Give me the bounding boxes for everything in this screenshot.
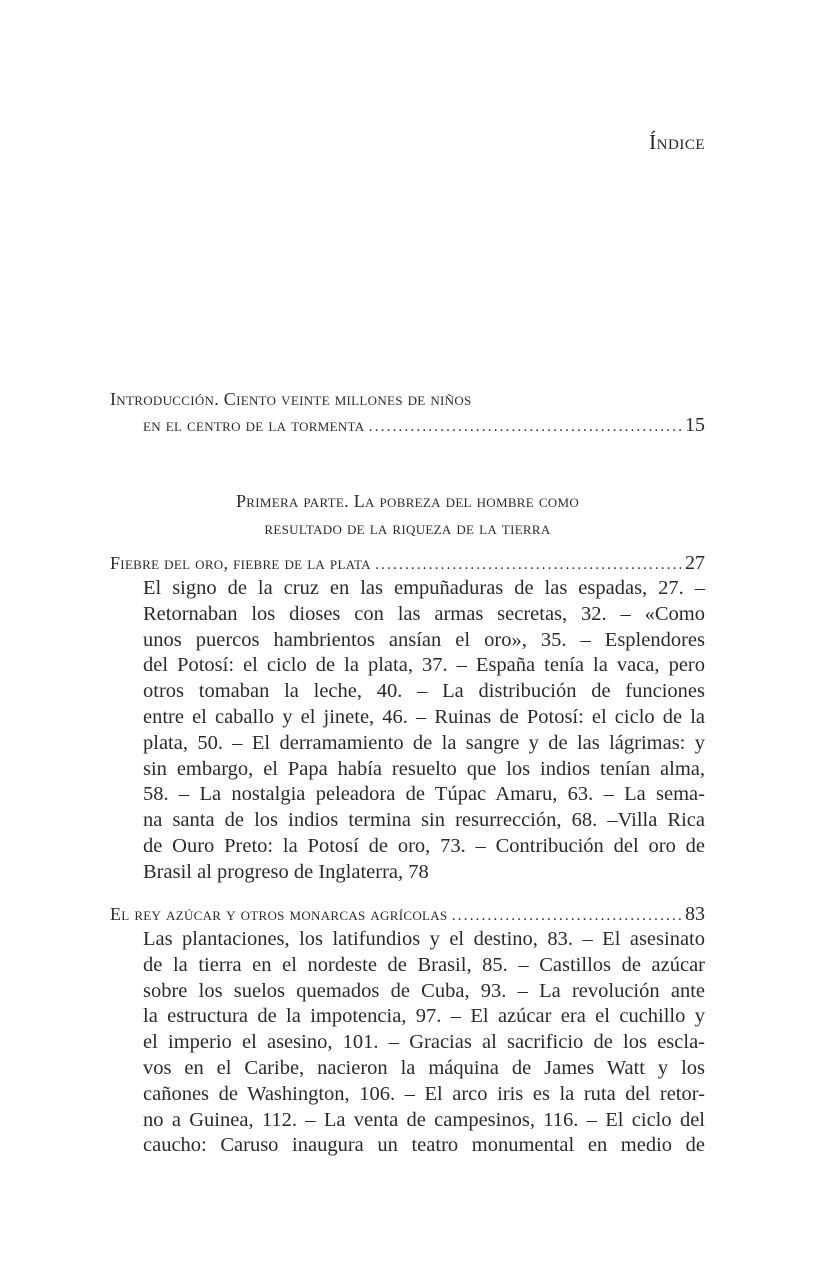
chapter-2-summary-line: vos en el Caribe, nacieron la máquina de James Watt y los [143, 1056, 705, 1079]
chapter-1-summary-line: del Potosí: el ciclo de la plata, 37. – España tenía la vaca, pero [143, 654, 705, 677]
chapter-1-summary-line: Retornaban los dioses con las armas secretas, 32. – «Como [143, 602, 705, 625]
chapter-2-summary-line: Las plantaciones, los latifundios y el destino, 83. – El asesinato [143, 928, 705, 950]
part-one-heading-line1: Primera parte. La pobreza del hombre como [235, 491, 580, 511]
chapter-2-heading-row [110, 901, 705, 927]
chapter-2-summary-line: no a Guinea, 112. – La venta de campesinos, 116. – El ciclo del [143, 1108, 705, 1131]
introduction-title-line2-row [110, 412, 705, 438]
chapter-2-title: El rey azúcar y otros monarcas agrícolas [110, 904, 448, 924]
chapter-1-page-number: 27 [685, 552, 705, 574]
chapter-2-summary-line: cañones de Washington, 106. – El arco iris es la ruta del retor- [143, 1082, 705, 1105]
dot-leader [368, 414, 681, 440]
chapter-1-summary-line: 58. – La nostalgia peleadora de Túpac Amaru, 63. – La sema- [143, 783, 705, 806]
chapter-1-summary-line: plata, 50. – El derramamiento de la sangre y de las lágrimas: y [143, 731, 705, 754]
part-one-heading-line2: resultado de la riqueza de la tierra [264, 518, 551, 538]
introduction-page-number: 15 [685, 414, 705, 436]
chapter-2-summary-line: caucho: Caruso inaugura un teatro monumental en medio de [143, 1134, 705, 1157]
chapter-1-summary-line: El signo de la cruz en las empuñaduras de las espadas, 27. – [143, 577, 705, 599]
chapter-1-title: Fiebre del oro, fiebre de la plata [110, 553, 371, 573]
chapter-1-summary-line: entre el caballo y el jinete, 46. – Ruinas de Potosí: el ciclo de la [143, 705, 705, 728]
chapter-1-summary-line: Brasil al progreso de Inglaterra, 78 [143, 860, 429, 883]
chapter-1-summary-line: de Ouro Preto: la Potosí de oro, 73. – Contribución del oro de [143, 834, 705, 857]
dot-leader [451, 903, 681, 929]
chapter-1-heading-row [110, 550, 705, 576]
chapter-2-summary-line: de la tierra en el nordeste de Brasil, 85. – Castillos de azúcar [143, 953, 705, 976]
chapter-2-page-number: 83 [685, 903, 705, 925]
chapter-2-summary-line: la estructura de la impotencia, 97. – El azúcar era el cuchillo y [143, 1005, 705, 1028]
toc-entry-chapter-1[interactable] [110, 550, 705, 886]
part-one-heading [110, 488, 705, 542]
chapter-2-summary-line: el imperio el asesino, 101. – Gracias al sacrificio de los escla- [143, 1031, 705, 1054]
introduction-title-line1: Introducción. Ciento veinte millones de niños [110, 389, 472, 409]
chapter-1-summary-line: unos puercos hambrientos ansían el oro», 35. – Esplendores [143, 628, 705, 651]
toc-entry-introduction[interactable] [110, 386, 705, 438]
chapter-1-summary-line: na santa de los indios termina sin resurrección, 68. –Villa Rica [143, 809, 705, 832]
chapter-1-summary-line: sin embargo, el Papa había resuelto que los indios tenían alma, [143, 757, 705, 780]
chapter-1-summary-line: otros tomaban la leche, 40. – La distribución de funciones [143, 680, 705, 703]
chapter-2-summary-line: sobre los suelos quemados de Cuba, 93. – La revolución ante [143, 979, 705, 1002]
toc-entry-chapter-2[interactable] [110, 901, 705, 1159]
introduction-title-line2: en el centro de la tormenta [143, 415, 365, 435]
dot-leader [375, 552, 681, 578]
page-title: Índice [649, 130, 705, 154]
